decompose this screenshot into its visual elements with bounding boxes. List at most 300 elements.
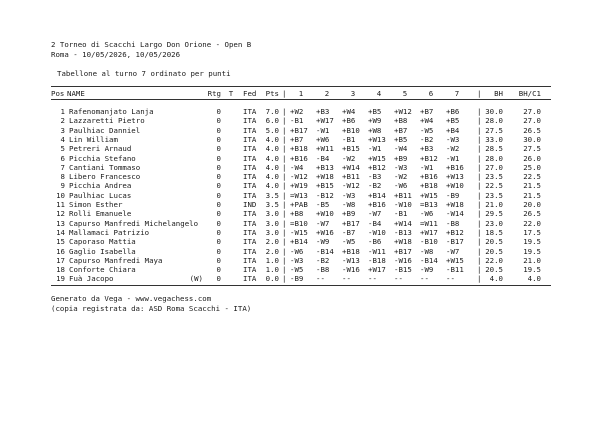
player-fed: ITA <box>243 162 257 172</box>
col-separator: | <box>282 255 287 265</box>
round-result: +B4 <box>446 125 460 135</box>
player-rtg: 0 <box>216 246 221 256</box>
player-bh: 33.0 <box>485 134 503 144</box>
col-header-t: T <box>228 89 234 98</box>
player-bh: 23.5 <box>485 172 503 182</box>
player-pos: 16 <box>56 246 65 256</box>
col-header-round-2: 2 <box>324 89 330 98</box>
player-fed: ITA <box>243 265 257 275</box>
col-separator: | <box>282 265 287 275</box>
round-result: -W16 <box>342 265 360 275</box>
col-header-bhc1: BH/C1 <box>518 89 541 98</box>
player-bh: 27.5 <box>485 125 503 135</box>
player-name: Picchia Andrea <box>69 181 132 191</box>
round-result: -- <box>316 274 325 284</box>
player-pts: 6.0 <box>265 116 279 126</box>
round-result: +B12 <box>420 153 438 163</box>
player-fed: ITA <box>243 125 257 135</box>
player-pos: 6 <box>60 153 65 163</box>
player-fed: ITA <box>243 218 257 228</box>
player-bh: 18.5 <box>485 227 503 237</box>
round-result: +B14 <box>368 190 386 200</box>
player-name: Simon Esther <box>69 200 123 209</box>
round-result: +B16 <box>446 162 464 172</box>
player-bh: 28.5 <box>485 144 503 154</box>
registration-note: (copia registrata da: ASD Roma Scacchi - ITA) <box>51 304 252 313</box>
player-rtg: 0 <box>216 265 221 275</box>
player-bh: 29.5 <box>485 209 503 219</box>
round-result: +B17 <box>290 125 308 135</box>
player-bhc1: 27.0 <box>523 107 541 116</box>
round-result: -B9 <box>446 190 460 200</box>
player-bhc1: 25.0 <box>523 162 541 172</box>
round-result: +B11 <box>342 172 360 182</box>
player-pts: 2.0 <box>265 237 279 247</box>
player-name: Lazzaretti Pietro <box>69 116 145 126</box>
player-pts: 1.0 <box>265 255 279 265</box>
player-rtg: 0 <box>216 162 221 172</box>
round-result: -W5 <box>342 237 356 247</box>
round-result: +W10 <box>446 181 464 191</box>
player-rtg: 0 <box>216 190 221 200</box>
round-result: -B2 <box>420 134 434 144</box>
player-rtg: 0 <box>216 107 221 116</box>
round-result: -W7 <box>446 246 460 256</box>
player-pos: 1 <box>60 107 65 116</box>
player-pts: 2.0 <box>265 246 279 256</box>
round-result: -W1 <box>446 153 460 163</box>
round-result: -W13 <box>342 255 360 265</box>
player-bh: 28.0 <box>485 153 503 163</box>
col-separator: | <box>477 172 482 182</box>
col-header-pos: Pos <box>51 89 65 98</box>
round-result: -B9 <box>290 274 304 284</box>
player-name: Mallamaci Patrizio <box>69 227 150 237</box>
round-result: +B18 <box>290 144 308 154</box>
round-result: +B16 <box>290 153 308 163</box>
col-header-round-3: 3 <box>350 89 356 98</box>
round-result: +W10 <box>316 209 334 219</box>
table-bottom-rule <box>51 285 551 286</box>
round-result: -W7 <box>316 218 330 228</box>
player-bh: 22.0 <box>485 255 503 265</box>
round-result: +B12 <box>368 162 386 172</box>
round-result: -B6 <box>368 237 382 247</box>
col-separator: | <box>282 153 287 163</box>
col-separator: | <box>477 125 482 135</box>
round-result: +W4 <box>420 116 434 126</box>
col-header-bh: BH <box>494 89 503 98</box>
player-fed: IND <box>243 200 257 209</box>
round-result: +W14 <box>394 218 412 228</box>
player-pos: 15 <box>56 237 65 247</box>
round-result: -B15 <box>394 265 412 275</box>
round-result: -B11 <box>446 265 464 275</box>
round-result: +B7 <box>420 107 434 116</box>
round-result: -W6 <box>394 181 408 191</box>
player-name: Lin William <box>69 134 118 144</box>
round-result: +W13 <box>446 172 464 182</box>
round-result: -B7 <box>342 227 356 237</box>
round-result: -W1 <box>420 162 434 172</box>
round-result: +B14 <box>290 237 308 247</box>
player-pos: 10 <box>56 190 65 200</box>
col-header-round-6: 6 <box>428 89 434 98</box>
col-separator: | <box>477 107 482 116</box>
player-bhc1: 21.5 <box>523 190 541 200</box>
round-result: -B2 <box>316 255 330 265</box>
col-header-pts: Pts <box>265 89 279 98</box>
round-result: +B5 <box>368 107 382 116</box>
player-bh: 20.5 <box>485 246 503 256</box>
player-name: Paulhiac Danniel <box>69 125 141 135</box>
player-pos: 18 <box>56 265 65 275</box>
round-result: -W6 <box>290 246 304 256</box>
round-result: -W5 <box>420 125 434 135</box>
table-top-rule <box>51 86 551 87</box>
player-bhc1: 26.0 <box>523 153 541 163</box>
player-name: Caporaso Mattia <box>69 237 136 247</box>
round-result: -B3 <box>368 172 382 182</box>
round-result: -W2 <box>446 144 460 154</box>
round-result: +B16 <box>420 172 438 182</box>
generator-credit: Generato da Vega - www.vegachess.com <box>51 294 212 303</box>
round-result: -W12 <box>290 172 308 182</box>
player-bh: 28.0 <box>485 116 503 126</box>
round-result: +B3 <box>420 144 434 154</box>
player-rtg: 0 <box>216 134 221 144</box>
round-result: -W3 <box>394 162 408 172</box>
player-bhc1: 17.5 <box>523 227 541 237</box>
round-result: -B2 <box>368 181 382 191</box>
round-result: +B18 <box>420 181 438 191</box>
player-name: Rafenomanjato Lanja <box>69 107 154 116</box>
col-separator: | <box>282 144 287 154</box>
round-result: +B6 <box>342 116 356 126</box>
col-separator: | <box>282 89 287 98</box>
round-result: =B13 <box>420 200 438 209</box>
round-result: +W13 <box>368 134 386 144</box>
round-result: -W2 <box>394 172 408 182</box>
player-bhc1: 19.5 <box>523 246 541 256</box>
round-result: -B10 <box>420 237 438 247</box>
player-bhc1: 26.5 <box>523 209 541 219</box>
round-result: +W17 <box>368 265 386 275</box>
player-rtg: 0 <box>216 200 221 209</box>
col-header-rtg: Rtg <box>207 89 221 98</box>
round-result: +B5 <box>446 116 460 126</box>
round-result: +B18 <box>342 246 360 256</box>
player-rtg: 0 <box>216 116 221 126</box>
round-result: -- <box>342 274 351 284</box>
round-result: -- <box>446 274 455 284</box>
player-bh: 27.0 <box>485 162 503 172</box>
col-separator: | <box>477 162 482 172</box>
player-bh: 22.5 <box>485 181 503 191</box>
player-name: Cantiani Tommaso <box>69 162 141 172</box>
player-pts: 4.0 <box>265 162 279 172</box>
col-separator: | <box>477 144 482 154</box>
round-result: +W18 <box>446 200 464 209</box>
round-result: -B1 <box>342 134 356 144</box>
round-result: +W14 <box>342 162 360 172</box>
col-separator: | <box>282 172 287 182</box>
col-separator: | <box>282 246 287 256</box>
player-pos: 11 <box>56 200 65 209</box>
player-bhc1: 27.5 <box>523 144 541 154</box>
round-result: -W9 <box>316 237 330 247</box>
col-separator: | <box>477 255 482 265</box>
col-separator: | <box>477 218 482 228</box>
player-bh: 4.0 <box>489 274 503 284</box>
player-rtg: 0 <box>216 237 221 247</box>
col-separator: | <box>477 116 482 126</box>
player-bhc1: 19.5 <box>523 265 541 275</box>
col-separator: | <box>477 200 482 209</box>
round-result: +W11 <box>316 144 334 154</box>
round-result: +W18 <box>316 172 334 182</box>
round-result: -B4 <box>316 153 330 163</box>
player-name: Capurso Manfredi Maya <box>69 255 163 265</box>
player-pos: 12 <box>56 209 65 219</box>
col-separator: | <box>477 246 482 256</box>
col-separator: | <box>282 218 287 228</box>
player-name: Libero Francesco <box>69 172 141 182</box>
player-name: Capurso Manfredi Michelangelo <box>69 218 199 228</box>
player-pos: 7 <box>60 162 65 172</box>
round-result: +W19 <box>290 181 308 191</box>
round-result: -W4 <box>394 144 408 154</box>
round-result: -B4 <box>368 218 382 228</box>
player-pos: 2 <box>60 116 65 126</box>
player-fed: ITA <box>243 209 257 219</box>
player-rtg: 0 <box>216 255 221 265</box>
round-result: -W11 <box>368 246 386 256</box>
round-result: +W15 <box>446 255 464 265</box>
player-rtg: 0 <box>216 274 221 284</box>
round-result: +B11 <box>394 190 412 200</box>
round-result: +B7 <box>290 134 304 144</box>
round-result: -W3 <box>342 190 356 200</box>
player-pos: 17 <box>56 255 65 265</box>
round-result: -W12 <box>342 181 360 191</box>
round-result: +B5 <box>394 134 408 144</box>
round-result: -- <box>420 274 429 284</box>
round-result: +PAB <box>290 200 308 209</box>
round-result: +B7 <box>394 125 408 135</box>
player-pos: 4 <box>60 134 65 144</box>
round-result: -W3 <box>446 134 460 144</box>
player-pos: 14 <box>56 227 65 237</box>
round-result: +W8 <box>368 125 382 135</box>
player-pts: 4.0 <box>265 153 279 163</box>
round-result: -W6 <box>420 209 434 219</box>
round-result: +B8 <box>290 209 304 219</box>
player-name: Petreri Arnaud <box>69 144 132 154</box>
round-result: =W11 <box>420 218 438 228</box>
player-name: Rolli Emanuele <box>69 209 132 219</box>
round-result: +B16 <box>368 200 386 209</box>
round-result: +B17 <box>394 246 412 256</box>
round-result: -W4 <box>290 162 304 172</box>
player-pts: 4.0 <box>265 144 279 154</box>
player-rtg: 0 <box>216 209 221 219</box>
round-result: -W1 <box>316 125 330 135</box>
round-result: -B8 <box>316 265 330 275</box>
col-separator: | <box>282 190 287 200</box>
player-bh: 21.0 <box>485 200 503 209</box>
round-result: -B13 <box>394 227 412 237</box>
col-separator: | <box>477 134 482 144</box>
round-result: -W10 <box>368 227 386 237</box>
col-header-round-4: 4 <box>376 89 382 98</box>
round-result: +W17 <box>420 227 438 237</box>
round-result: +W6 <box>316 134 330 144</box>
player-bhc1: 21.0 <box>523 255 541 265</box>
round-result: +W9 <box>368 116 382 126</box>
player-fed: ITA <box>243 134 257 144</box>
round-result: +W15 <box>368 153 386 163</box>
player-fed: ITA <box>243 144 257 154</box>
player-fed: ITA <box>243 172 257 182</box>
round-result: -B18 <box>368 255 386 265</box>
player-pts: 3.0 <box>265 209 279 219</box>
round-result: +B8 <box>394 116 408 126</box>
round-result: +W16 <box>316 227 334 237</box>
round-result: -W1 <box>368 144 382 154</box>
col-header-round-1: 1 <box>298 89 304 98</box>
round-result: =B10 <box>290 218 308 228</box>
player-bh: 23.5 <box>485 190 503 200</box>
round-result: -W16 <box>394 255 412 265</box>
col-separator: | <box>282 181 287 191</box>
player-bhc1: 4.0 <box>527 274 541 284</box>
round-result: -B14 <box>420 255 438 265</box>
round-result: +W15 <box>420 190 438 200</box>
player-pts: 4.0 <box>265 134 279 144</box>
player-rtg: 0 <box>216 181 221 191</box>
player-pts: 4.0 <box>265 172 279 182</box>
round-result: -- <box>394 274 403 284</box>
round-result: -W14 <box>446 209 464 219</box>
crosstable-page <box>51 0 606 433</box>
round-result: +B12 <box>446 227 464 237</box>
col-separator: | <box>282 227 287 237</box>
table-subtitle: Tabellone al turno 7 ordinato per punti <box>57 69 231 78</box>
round-result: +B10 <box>342 125 360 135</box>
round-result: -W3 <box>290 255 304 265</box>
col-separator: | <box>282 116 287 126</box>
round-result: -B8 <box>446 218 460 228</box>
round-result: -W10 <box>394 200 412 209</box>
player-pts: 3.0 <box>265 218 279 228</box>
player-fed: ITA <box>243 153 257 163</box>
player-flag: (W) <box>189 274 203 284</box>
player-rtg: 0 <box>216 125 221 135</box>
round-result: +W17 <box>316 116 334 126</box>
player-bhc1: 26.5 <box>523 125 541 135</box>
col-header-fed: Fed <box>243 89 257 98</box>
round-result: -B12 <box>316 190 334 200</box>
player-rtg: 0 <box>216 227 221 237</box>
player-fed: ITA <box>243 116 257 126</box>
col-separator: | <box>477 89 482 98</box>
col-separator: | <box>477 237 482 247</box>
round-result: +W2 <box>290 107 304 116</box>
player-fed: ITA <box>243 246 257 256</box>
col-separator: | <box>477 265 482 275</box>
player-fed: ITA <box>243 190 257 200</box>
round-result: -W7 <box>368 209 382 219</box>
player-bh: 20.5 <box>485 237 503 247</box>
player-pts: 3.0 <box>265 227 279 237</box>
col-separator: | <box>282 209 287 219</box>
player-name: Fuà Jacopo <box>69 274 114 284</box>
round-result: -W5 <box>290 265 304 275</box>
round-result: -B17 <box>446 237 464 247</box>
player-fed: ITA <box>243 227 257 237</box>
player-bhc1: 19.5 <box>523 237 541 247</box>
col-separator: | <box>477 181 482 191</box>
player-bhc1: 22.0 <box>523 218 541 228</box>
player-bh: 30.0 <box>485 107 503 116</box>
player-pos: 5 <box>60 144 65 154</box>
round-result: +B9 <box>342 209 356 219</box>
round-result: -B14 <box>316 246 334 256</box>
player-rtg: 0 <box>216 153 221 163</box>
col-separator: | <box>282 162 287 172</box>
col-separator: | <box>477 274 482 284</box>
player-pts: 3.5 <box>265 200 279 209</box>
tournament-place-dates: Roma - 10/05/2026, 10/05/2026 <box>51 50 181 59</box>
player-pts: 0.0 <box>265 274 279 284</box>
player-pts: 4.0 <box>265 181 279 191</box>
table-header-rule <box>51 99 551 100</box>
round-result: +B6 <box>446 107 460 116</box>
player-rtg: 0 <box>216 144 221 154</box>
tournament-title: 2 Torneo di Scacchi Largo Don Orione - Open B <box>51 40 252 49</box>
player-fed: ITA <box>243 107 257 116</box>
round-result: +B13 <box>316 162 334 172</box>
player-rtg: 0 <box>216 172 221 182</box>
player-bhc1: 22.5 <box>523 172 541 182</box>
player-pos: 9 <box>60 181 65 191</box>
round-result: -B1 <box>394 209 408 219</box>
col-separator: | <box>282 125 287 135</box>
player-pos: 19 <box>56 274 65 284</box>
player-pts: 7.0 <box>265 107 279 116</box>
round-result: -B5 <box>316 200 330 209</box>
player-rtg: 0 <box>216 218 221 228</box>
round-result: -W8 <box>420 246 434 256</box>
round-result: +W4 <box>342 107 356 116</box>
round-result: =W13 <box>290 190 308 200</box>
player-bhc1: 21.5 <box>523 181 541 191</box>
round-result: +B15 <box>342 144 360 154</box>
round-result: +W12 <box>394 107 412 116</box>
player-fed: ITA <box>243 237 257 247</box>
col-separator: | <box>282 200 287 209</box>
player-pts: 1.0 <box>265 265 279 275</box>
round-result: +B15 <box>316 181 334 191</box>
col-separator: | <box>282 237 287 247</box>
player-name: Gaglio Isabella <box>69 246 136 256</box>
player-fed: ITA <box>243 181 257 191</box>
player-bhc1: 20.0 <box>523 200 541 209</box>
round-result: +B9 <box>394 153 408 163</box>
player-pts: 5.0 <box>265 125 279 135</box>
player-bhc1: 30.0 <box>523 134 541 144</box>
